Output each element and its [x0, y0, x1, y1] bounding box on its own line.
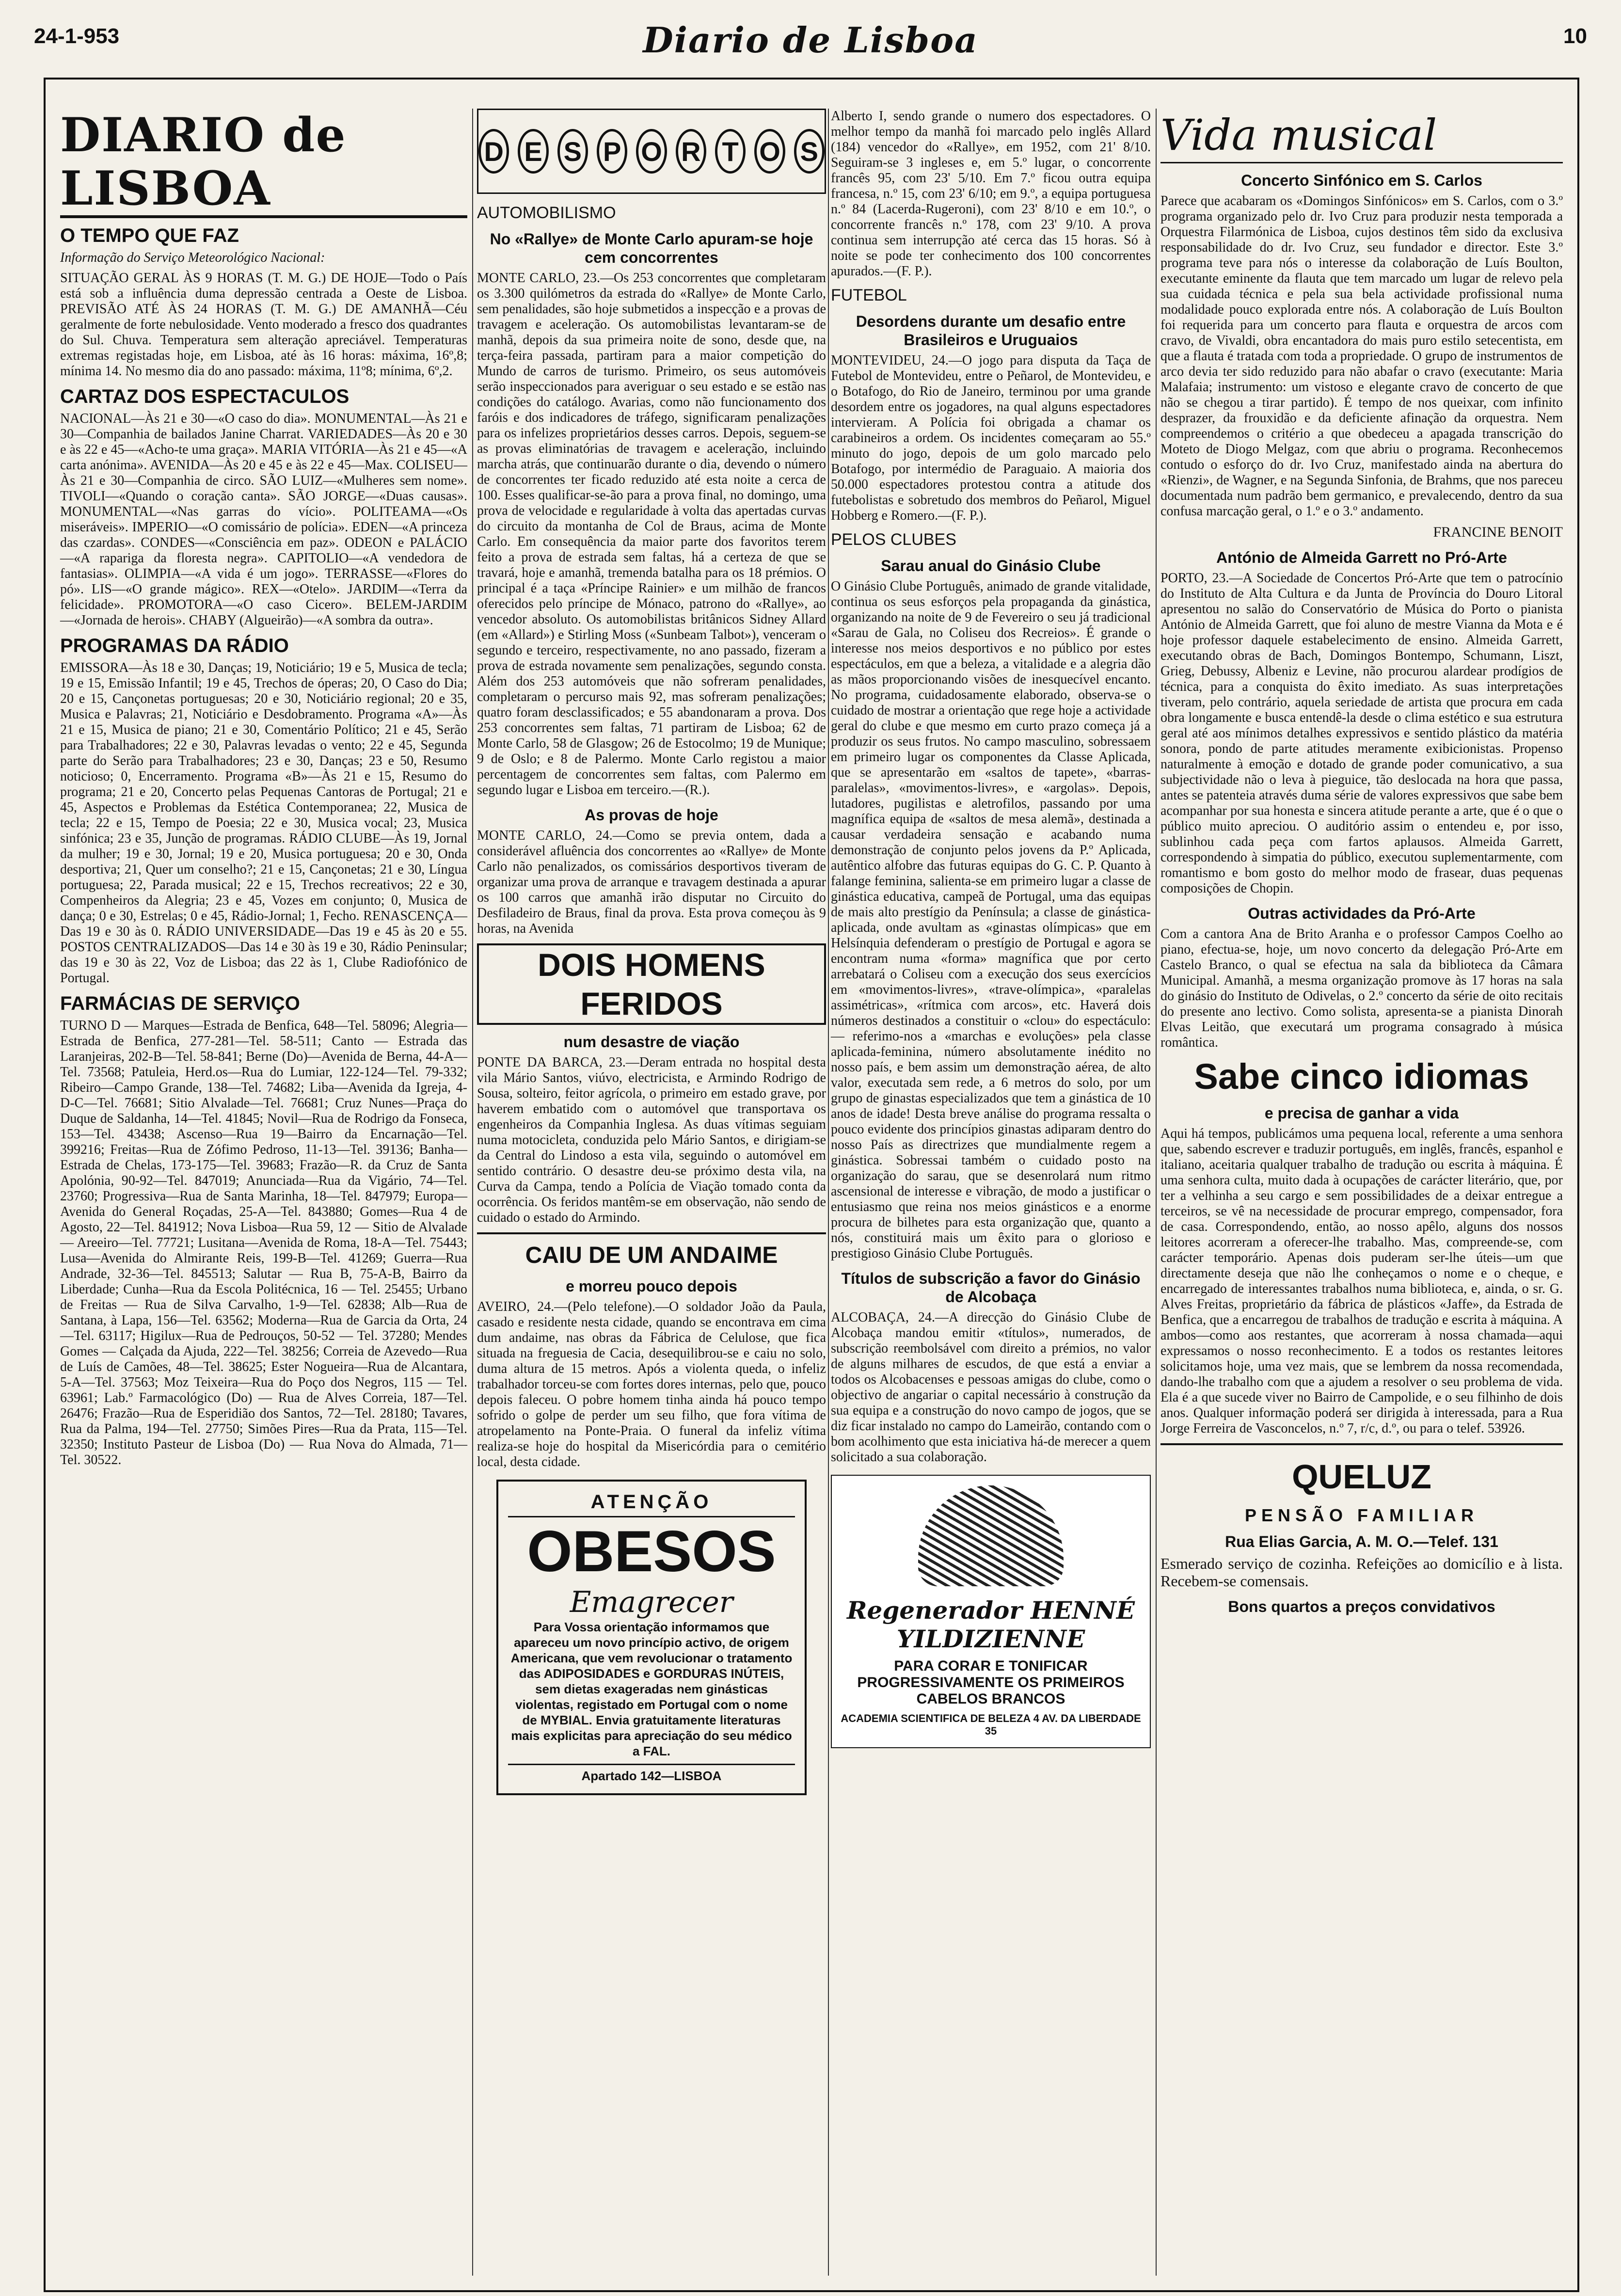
shows-text: NACIONAL—Às 21 e 30—«O caso do dia». MONUMENTAL—Às 21 e 30—Companhia de bailados Janine Charrat. VARIEDADES—Às 20 e 30 e às 22 e 45—«Acho-te uma graça». MARIA VITÓRIA—Às 21 e 45—«A carta anónima». AVENIDA—Às 20 e 45 e às 22 e 45—Max. COLISEU—Às 21 e 30—Companhia de circo. SÃO LUIZ—«Mulheres sem nome». TIVOLI—«Quando o coração canta». SÃO JORGE—«Duas causas». MONUMENTAL—«Nas garras do vício». POLITEAMA—«Os miseráveis». IMPERIO—«O comissário de polícia». EDEN—«A princeza das czardas». CONDES—«Consciência em paz». ODEON e PALÁCIO—«A rapariga da floresta negra». CAPITOLIO—«A vendedora de fantasias». OLIMPIA—«A vida é um jogo». TERRASSE—«Flores do pó». LIS—«O grande mágico». REX—«Otelo». JARDIM—«Terra da felicidade». PROMOTORA—«O caso Cicero». BELEM-JARDIM—«Jornada de herois». CHABY (Algueirão)—«A sombra da outra».	[60, 411, 467, 628]
rallye-continued: Alberto I, sendo grande o numero dos espectadores. O melhor tempo da manhã foi marcado pelo inglês Allard (184) vencedor do «Rallye», em 1952, com 21' 8/10. Seguiram-se 3 ingleses e, em 5.º lugar, o concorrente francês 95, com 23' 5/10. Em 7.º ficou outra equipa francesa, n.º 15, com 23' 6/10; em 9.º, a equipa portuguesa n.º 84 (Lacerda-Rugeroni), com 23' 8/10 e em 10.º, o concorrente francês n.º 178, com 23' 9/10. A prova continua sem interrupção até cerca das 15 horas. Só à noite se pode ter conhecimento dos 100 concorrentes apurados.—(F. P.).	[831, 109, 1151, 279]
divider	[1160, 1443, 1563, 1445]
author-signature: FRANCINE BENOIT	[1433, 524, 1563, 540]
pharmacies-heading: FARMÁCIAS DE SERVIÇO	[60, 993, 300, 1014]
ad-address: Apartado 142—LISBOA	[508, 1764, 795, 1784]
column-4	[1160, 109, 1563, 2276]
radio-heading: PROGRAMAS DA RÁDIO	[60, 635, 289, 656]
ad-emagrecer: Emagrecer	[570, 1585, 733, 1619]
queluz-text: Esmerado serviço de cozinha. Refeições ao domicílio e à lista. Recebem-se comensais.	[1160, 1555, 1563, 1590]
banner-letter: R	[676, 129, 706, 174]
banner-letter: T	[715, 129, 746, 174]
outras-text: Com a cantora Ana de Brito Aranha e o professor Campos Coelho ao piano, efectua-se, hoje, um novo concerto da delegação Pró-Arte em Castelo Branco, o qual se efectua na sala da biblioteca da Câmara Municipal. Amanhã, a mesma organização promove às 17 horas na sala do ginásio do Instituto de Odivelas, o 2.º concerto da série de oito recitais do presente ano lectivo. Como solista, apresenta-se a pianista Dinorah Elvas Leitão, que executará um programa consagrado à música romântica.	[1160, 926, 1563, 1050]
page-header	[34, 19, 1587, 63]
section-automobilismo: AUTOMOBILISMO	[477, 204, 616, 222]
queluz-address: Rua Elias Garcia, A. M. O.—Telef. 131	[1225, 1533, 1498, 1550]
vida-musical-title: Vida musical	[1160, 109, 1563, 163]
banner-letter: E	[518, 129, 548, 174]
provas-text: MONTE CARLO, 24.—Como se previa ontem, dada a considerável afluência dos concorrentes ao «Rallye» de Monte Carlo não penalizados, os comissários desportivos tiveram de organizar uma prova de arranque e travagem destinada a apurar os 100 carros que amanhã irão disputar no Circuito do Desfiladeiro de Braus, final da prova. Esta prova começou às 9 horas, na Avenida	[477, 828, 826, 936]
feridos-subhead: num desastre de viação	[563, 1033, 740, 1051]
titulos-text: ALCOBAÇA, 24.—A direcção do Ginásio Clube de Alcobaça mandou emitir «títulos», numerados, de subscrição reembolsável com direito a prémios, no valor de alguns milhares de escudos, de que está a enviar a todos os Alcobacenses e pessoas amigas do clube, como o objectivo de angariar o capital necessário à construção da sua equipa e a construção do novo campo de jogos, que se diz ficar instalado no campo do Lameirão, contando com o bom acolhimento que esta iniciativa há-de merecer a quem solicitado a sua colaboração.	[831, 1310, 1151, 1465]
queluz-subtitle: PENSÃO FAMILIAR	[1244, 1505, 1478, 1525]
divider	[477, 1232, 826, 1234]
desordens-headline: Desordens durante um desafio entre Brasileiros e Uruguaios	[856, 313, 1126, 349]
feridos-text: PONTE DA BARCA, 23.—Deram entrada no hospital desta vila Mário Santos, viúvo, electricista, e Armindo Rodrigo de Sousa, solteiro, feitor agrícola, o primeiro em estado grave, por haverem embatido com o automóvel que transportava os engenheiros da Companhia Inglesa. As duas vítimas seguiam numa motocicleta, conduzida pelo Mário Santos, e dirigiam-se da Central do Lindoso a esta vila, seguindo o automóvel em sentido contrário. O desastre deu-se próximo desta vila, na Curva da Campa, tendo a Polícia de Viação tomado conta da ocorrência. Os feridos mantêm-se em observação, não sendo de cuidado o estado do Armindo.	[477, 1055, 826, 1225]
page-date: 24-1-953	[34, 24, 120, 48]
banner-letter: S	[557, 129, 588, 174]
page-frame	[44, 78, 1579, 2292]
section-futebol: FUTEBOL	[831, 286, 907, 304]
banner-letter: D	[478, 129, 509, 174]
paper-logo: DIARIO de LISBOA	[60, 109, 467, 218]
idiomas-text: Aqui há tempos, publicámos uma pequena local, referente a uma senhora que, sabendo escrever e traduzir português, em inglês, francês, espanhol e italiano, aceitaria qualquer trabalho de tradução ou escrita à máquina. É uma senhora culta, muito dada à ocupações de carácter literário, que, por ter a velhinha a seu cargo e sem possibilidades de a deixar entregue a terceiros, se vê na necessidade de procurar emprego, compensador, fora de casa. Correspondendo, então, ao nosso apêlo, alguns dos nossos leitores acorreram a oferecer-lhe trabalho. Mas, compreende-se, com carácter temporário. Apenas dois puderam ser-lhe úteis—um que directamente deseja que não lhe conheçamos o nome e o cheque, e encarregado de interessantes trabalhos numa biblioteca, e, ainda, o sr. G. Alves Freitas, proprietário da fábrica de plásticos «Jaffe», da Estrada de Benfica, que a encarregou de trabalhos de tradução e escrita à máquina. A ambos—como aos restantes, que acorreram à nossa chamada—aqui expressamos o nosso reconhecimento. E a todos os restantes leitores solicitamos hoje, uma vez mais, que se lembrem da nossa recomendada, dando-lhe trabalho com que a ajudem a resolver o seu problema de vida. Ela é a que sucede viver no Bairro de Campolide, e o seu filhinho de dois anos. Qualquer informação poderá ser dirigida à interessada, para a Rua Jorge Ferreira de Vasconcelos, n.º 7, r/c, d.º, ou para o telef. 53926.	[1160, 1126, 1563, 1436]
banner-letter: O	[636, 129, 667, 174]
weather-text: SITUAÇÃO GERAL ÀS 9 HORAS (T. M. G.) DE HOJE—Todo o País está sob a influência duma depressão centrada a Oeste de Lisboa. PREVISÃO ATÉ ÀS 24 HORAS (T. M. G.) DE AMANHÃ—Céu geralmente de forte nebulosidade. Vento moderado a fresco dos quadrantes do Sul. Chuva. Temperatura sem alteração apreciável. Temperaturas extremas registadas hoje, em Lisboa, até às 16 horas: máxima, 16º,8; mínima 14. No mesmo dia do ano passado: máxima, 11º8; mínima, 6º,2.	[60, 271, 467, 379]
garrett-headline: António de Almeida Garrett no Pró-Arte	[1216, 549, 1507, 566]
radio-text: EMISSORA—Às 18 e 30, Danças; 19, Noticiário; 19 e 5, Musica de tecla; 19 e 15, Emissão Infantil; 19 e 45, Trechos de óperas; 20, O Caso do Dia; 20 e 15, Cançonetas portuguesas; 20 e 30, Noticiário regional; 20 e 35, Musica e Palavras; 21, Noticiário e Desdobramento. Programa «A»—Às 21 e 15, Musica de piano; 21 e 30, Comentário Político; 21 e 45, Serão para Trabalhadores; 22 e 30, Palavras levadas o vento; 22 e 45, Segunda parte do Serão para Trabalhadores; 23 e 30, Danças; 23 e 50, Resumo noticioso; 0, Encerramento. Programa «B»—Às 21 e 15, Resumo do programa; 21 e 20, Concerto pelas Pequenas Cantoras de Portugal; 21 e 45, Aspectos e Problemas da Estética Contemporanea; 22, Musica de tecla; 22 e 15, Tempo de Poesia; 22 e 30, Musica vocal; 23, Musica sinfónica; 23 e 35, Junção de programas. RÁDIO CLUBE—Às 19, Jornal da mulher; 19 e 30, Jornal; 19 e 20, Musica portuguesa; 20 e 30, Onda desportiva; 21, Quer um conselho?; 21 e 15, Cançonetas; 21 e 30, Língua portuguesa; 22, Parada musical; 22 e 15, Trechos recreativos; 22 e 30, Compenheiros da Alegria; 23 e 45, Vozes em conjunto; 0, Musica de dança; 0 e 30, Estrelas; 0 e 45, Rádio-Jornal; 1, Fecho. RENASCENÇA—Das 19 e 30 às 0. RÁDIO UNIVERSIDADE—Das 19 e 45 às 20 e 55. POSTOS CENTRALIZADOS—Das 14 e 30 às 19 e 30, Rádio Peninsular; das 19 e 30 às 22, Voz de Lisboa; das 22 às 1, Clube Radiofónico de Portugal.	[60, 660, 467, 986]
titulos-headline: Títulos de subscrição a favor do Ginásio de Alcobaça	[841, 1270, 1141, 1306]
andaime-headline: CAIU DE UM ANDAIME	[525, 1243, 778, 1268]
column-rule	[1156, 109, 1157, 2276]
garrett-text: PORTO, 23.—A Sociedade de Concertos Pró-Arte que tem o patrocínio do Instituto de Alta Cultura e da Junta de Província do Douro Litoral apresentou no salão do Conservatório de Música do Porto o pianista António de Almeida Garrett, que foi aluno de mestre Vianna da Mota e é hoje professor daquele estabelecimento de ensino. Almeida Garrett, executando obras de Bach, Domingos Bontempo, Schumann, Liszt, Grieg, Debussy, Albeniz e Levine, não procurou alardear prodígios de técnica, para a conquista do êxito imediato. As suas interpretações tiveram, pelo contrário, aquela seriedade de artista que procura em cada obra longamente e busca entendê-la desde o clima estético e sua estrutura geral até aos mínimos detalhes expressivos e sentido plástico da matéria sonora, pondo de parte atitudes meramente exibicionistas. Propenso naturalmente à emoção e dotado de grande poder comunicativo, a sua subjectividade não o leva à pieguice, tão deslocada na hora que passa, antes se patenteia através duma série de valores expressivos que sabe bem acompanhar por sua honesta e sincera atitude perante a arte, que é o que o público muito apreciou. O auditório assim o entendeu e, por isso, sublinhou cada peça com fartos aplausos. Almeida Garrett, correspondendo à simpatia do público, executou suplementarmente, com romantismo e bom gosto do melhor modo de frasear, duas pequenas composições de Chopin.	[1160, 571, 1563, 896]
sarau-text: O Ginásio Clube Português, animado de grande vitalidade, continua os seus esforços pela propaganda da ginástica, organizando na noite de 9 de Fevereiro o seu já tradicional «Sarau de Gala, no Coliseu dos Recreios». É grande o interesse nos meios desportivos e no público por estes espectáculos, em que a beleza, a vitalidade e a alegria dão as mãos proporcionando visões de inesquecível encanto. No programa, cuidadosamente elaborado, observa-se o cuidado de mostrar a orientação que rege hoje a actividade geral do clube e que mesmo em curto prazo começa já a produzir os seus frutos. No campo masculino, sobressaem em primeiro lugar os componentes da Classe Aplicada, que se apresentarão em «saltos de tapete», «barras-paralelas», «movimentos-livres», e «argolas». Depois, lutadores, pugilistas e aletrofilos, passando por uma magnífica equipa de «saltos de mesa alemã», destinada a causar verdadeira sensação e acabando numa demonstração de conjunto pelos jovens da P.º Aplicada, autêntico alfobre das futuras equipas do G. C. P. Quanto à falange feminina, salienta-se em primeiro lugar a classe de ginástica educativa, campeã de Portugal, uma das equipas de mais alto prestígio da Península; a classe de ginástica-aplicada, onde avultam as «ginastas olímpicas» que em Helsínquia defenderam o prestígio de Portugal e agora se encontram numa «forma» magnífica que por certo arrebatará o Coliseu com a execução dos seus exercícios em «movimentos-livres», «trave-olímpica», «paralelas assimétricas», «rítmica com arcos», etc. Haverá dois números destinados a constituir o «clou» do espectáculo: — referimo-nos a «marchas e evoluções» pela classe aplicada-feminina, número absolutamente inédito no nosso país, e bem assim um demonstração aérea, de alto valor, executada sem rede, a 6 metros do solo, por um grupo de ginastas especializados que tem a ginástica de 10 anos de idade! Desta breve análise do programa ressalta o pouco evidente dos princípios ginastas adiparam dentro do nosso País as directrizes que mundialmente regem a ginástica. Sobressai também o cuidado posto na organização do sarau, que se desenrolará num ritmo ascensional de interesse e vibração, de modo a justificar o entusiasmo que reina nos meios ginásticos e a enorme procura de bilhetes para esta organização que, quanto a nós, constituirá mais um êxito para o glorioso e prestigioso Ginásio Clube Português.	[831, 579, 1151, 1261]
ad-obesos: OBESOS	[527, 1519, 776, 1584]
column-3	[831, 109, 1151, 2276]
sarau-headline: Sarau anual do Ginásio Clube	[881, 557, 1101, 574]
column-rule	[828, 109, 829, 2276]
woman-hair-illustration	[918, 1485, 1064, 1586]
weather-heading: O TEMPO QUE FAZ	[60, 225, 239, 246]
queluz-title: QUELUZ	[1292, 1458, 1431, 1496]
henne-ad	[831, 1475, 1151, 1748]
page-number: 10	[1563, 24, 1587, 48]
ad-brand: Regenerador HENNÉ YILDIZIENNE	[847, 1596, 1135, 1653]
banner-letter: O	[754, 129, 785, 174]
weather-intro: Informação do Serviço Meteorológico Nacional:	[60, 250, 325, 265]
provas-headline: As provas de hoje	[585, 806, 718, 824]
column-1	[60, 109, 467, 2276]
ad-tagline: PARA CORAR E TONIFICAR PROGRESSIVAMENTE OS PRIMEIROS CABELOS BRANCOS	[857, 1658, 1125, 1707]
andaime-subhead: e morreu pouco depois	[566, 1277, 737, 1295]
column-2	[477, 109, 826, 2276]
pharmacies-text: TURNO D — Marques—Estrada de Benfica, 648—Tel. 58096; Alegria—Estrada de Benfica, 277-281—Tel. 58-511; Canto — Estrada das Laranjeiras, 202-B—Tel. 58-841; Berne (Do)—Avenida de Berna, 44-A—Tel. 73568; Patuleia, Herd.os—Rua do Lumiar, 122-124—Tel. 79-332; Ribeiro—Campo Grande, 138—Tel. 74682; Liba—Avenida da Igreja, 4-D-C—Tel. 76681; Sitio Alvalade—Tel. 76681; Cruz Nunes—Praça do Duque de Saldanha, 14—Tel. 41845; Novil—Rua de Rodrigo da Fonseca, 153—Tel. 43438; Ascenso—Rua 19—Bairro da Encarnação—Tel. 399216; Freitas—Rua de Zófimo Pedroso, 11-13—Tel. 39136; Banha—Estrada de Chelas, 173-175—Tel. 39683; Frazão—R. da Cruz de Santa Apolónia, 90-92—Tel. 847019; Anunciada—Rua da Vigário, 74—Tel. 23760; Progressiva—Rua de Santa Marinha, 18—Tel. 847979; Europa—Avenida do General Roçadas, 25-A—Tel. 843880; Gomes—Rua 4 de Agosto, 22—Tel. 841912; Nova Lisboa—Rua 59, 12 — Sitio de Alvalade — Areeiro—Tel. 77721; Lusitana—Avenida de Roma, 18-A—Tel. 75443; Lusa—Avenida do Almirante Reis, 199-B—Tel. 41269; Guerra—Rua Andrade, 32-36—Tel. 845513; Salutar — Rua B, 75-A-B, Bairro da Liberdade; Cunha—Rua da Escola Politécnica, 16 — Tel. 25455; Urbano de Freitas — Rua de Silva Carvalho, 1-9—Tel. 62838; Alb—Rua de Santana, à Lapa, 156—Tel. 63562; Moderna—Rua de Garcia da Orta, 24—Tel. 63117; Higilux—Rua de Pedrouços, 50-52 — Tel. 37280; Mendes Gomes — Calçada da Ajuda, 222—Tel. 38256; Correia de Azevedo—Rua de Luís de Camões, 48—Tel. 38625; Ester Nogueira—Rua de Alcantara, 5-A—Tel. 37563; Moz Teixeira—Rua do Poço dos Negros, 115 — Tel. 63961; Lab.º Farmacológico (Do) — Rua de Alves Correia, 187—Tel. 26476; Frazão—Rua de Esperidião dos Santos, 72—Tel. 28180; Tavares, Rua da Palma, 194—Tel. 27750; Simões Pires—Rua da Prata, 115—Tel. 32350; Instituto Pasteur de Lisboa (Do) — Rua Nova do Almada, 71—Tel. 30522.	[60, 1018, 467, 1467]
rallye-text: MONTE CARLO, 23.—Os 253 concorrentes que completaram os 3.300 quilómetros da estrada do «Rallye» de Monte Carlo, sem penalidades, são hoje submetidos a inspecção e a provas de travagem e aceleração. Os automobilistas levantaram-se de manhã, depois da sua primeira noite de sono, desde que, na terça-feira passada, partiram para a maior competição do Mundo de carros de turismo. Primeiro, os seus automóveis serão inspeccionados para averiguar o seu estado e se estão nas condições do catálogo. Avarias, como não funcionamento dos faróis e dos indicadores de tráfego, significaram penalizações para os infelizes proprietários desses carros. Depois, seguem-se as provas eliminatórias de travagem e aceleração, incluindo marcha atrás, que continuarão durante o dia, devendo o número de concorrentes ter ficado reduzido até esta noite a cerca de 100. Esses qualificar-se-ão para a prova final, no domingo, uma prova de velocidade e regularidade à volta das apertadas curvas do circuito da montanha de Col de Braus, acima de Monte Carlo. Em consequência da maior parte dos favoritos terem feito a prova de estrada sem faltas, há a certeza de que se travará, hoje e amanhã, tremenda batalha para os 18 prémios. O principal é a taça «Príncipe Rainier» e um milhão de francos oferecidos pelo príncipe de Mónaco, patrono do «Rallye», ao vencedor absoluto. Os automobilistas britânicos Sidney Allard (em «Allard») e Stirling Moss («Sunbeam Talbot»), venceram o segundo e terceiro, respectivamente, no ano passado, fizeram a prova de estrada novamente sem penalizações, segundo consta. Além dos 253 automóveis que não sofreram penalidades, completaram o percurso mais 92, mas sofreram penalizações; quatro foram desclassificados; e 55 abandonaram a prova. Dos 253 concorrentes sem faltas, 71 partiram de Lisboa; 62 de Monte Carlo, 58 de Glasgow; 26 de Estocolmo; 19 de Munique; 9 de Oslo; e 8 de Palermo. Monte Carlo registou a maior percentagem de concorrentes sem faltas, com Palermo em segundo lugar e Lisboa em terceiro.—(R.).	[477, 271, 826, 797]
desordens-text: MONTEVIDEU, 24.—O jogo para disputa da Taça de Futebol de Montevideu, entre o Peñarol, de Montevideu, e o Botafogo, do Rio de Janeiro, terminou por uma grande desordem entre os jogadores, na qual alguns espectadores intervieram. A Polícia foi obrigada a chamar os carabineiros a ordem. Os incidentes começaram ao 55.º minuto do jogo, depois de um golo marcado pelo Botafogo, por intermédio de Paraguaio. A maioria dos 50.000 espectadores protestou contra a atitude dos futebolistas e sobretudo dos membros do Peñarol, Miguel Hobberg e Romero.—(F. P.).	[831, 353, 1151, 523]
idiomas-subhead: e precisa de ganhar a vida	[1264, 1104, 1459, 1122]
idiomas-headline: Sabe cinco idiomas	[1194, 1056, 1529, 1097]
masthead: Diario de Lisboa	[643, 19, 978, 61]
andaime-text: AVEIRO, 24.—(Pelo telefone).—O soldador João da Paula, casado e residente nesta cidade, quando se encontrava em cima dum andaime, nas obras da Fábrica de Celulose, que fica situada na freguesia de Cacia, desequilibrou-se e caiu no solo, duma altura de 15 metros. Após a violenta queda, o infeliz trabalhador torceu-se com fortes dores internas, pelo que, pouco depois faleceu. O pobre homem tinha ainda há pouco tempo sofrido o golpe de perder um seu filho, que fora vítima de atropelamento na Ponte-Praia. O funeral da infeliz vítima realiza-se hoje do hospital da Misericórdia para o cemitério local, desta cidade.	[477, 1299, 826, 1469]
banner-letter: S	[794, 129, 825, 174]
shows-heading: CARTAZ DOS ESPECTACULOS	[60, 386, 350, 407]
concerto-headline: Concerto Sinfónico em S. Carlos	[1241, 172, 1482, 189]
concerto-text: Parece que acabaram os «Domingos Sinfónicos» em S. Carlos, com o 3.º programa organizado pelo dr. Ivo Cruz para produzir nesta temporada a Orquestra Filarmónica de Lisboa, cujos destinos têm sido da exclusiva responsabilidade do dr. Ivo Cruz, seu fundador e director. Este 3.º programa teve para nós o interesse da colaboração de Luís Boulton, executante eminente da flauta que tem marcado um lugar de relevo pela sua cuidada técnica e pela sua bela actividade profissional numa modalidade pouco explorada entre nós. A colaboração de Luís Boulton foi requerida para um concerto para flauta e orquestra de arcos com cravo, de Vivaldi, obra encantadora do mais puro estilo setecentista, em que a flauta é tratada com toda a propriedade. O grupo de instrumentos de arco devia ter sido reduzido para não abafar o cravo (executante: Maria Malafaia; instrumento: um vistoso e elegante cravo de concerto de que não se chegou a tirar partido). É tempo de nos queixar, com infinito desprazer, da frouxidão e da deficiente afinação da orquestra. Nem compreendemos o critério a que obedeceu a apagada transcrição do Moteto de Diogo Melgaz, com que abriu o programa. Reconhecemos contudo o esforço do dr. Ivo Cruz, manifestado ainda na abertura do «Rienzi», de Wagner, e na Segunda Sinfonia, de Brahms, que nos pareceu documentada num padrão bem germanico, e prevalecendo, dentro da sua confusa marcação geral, o 1.º e o 3.º andamento.	[1160, 193, 1563, 519]
obesos-ad	[496, 1480, 807, 1795]
ad-text: Para Vossa orientação informamos que apareceu um novo princípio activo, de origem Americana, que vem revolucionar o tratamento das ADIPOSIDADES e GORDURAS INÚTEIS, sem dietas exageradas nem ginásticas violentas, registado em Portugal com o nome de MYBIAL. Envia gratuitamente literaturas mais explicitas para apreciação do seu médico a FAL.	[510, 1620, 793, 1758]
banner-letter: P	[597, 129, 627, 174]
outras-headline: Outras actividades da Pró-Arte	[1248, 905, 1476, 922]
desportos-banner	[477, 109, 826, 194]
rallye-headline: No «Rallye» de Monte Carlo apuram-se hoje cem concorrentes	[490, 230, 813, 266]
queluz-rooms: Bons quartos a preços convidativos	[1228, 1598, 1495, 1615]
column-rule	[472, 109, 473, 2276]
feridos-headline: DOIS HOMENS FERIDOS	[477, 943, 826, 1025]
section-clubes: PELOS CLUBES	[831, 530, 956, 549]
ad-atencao: ATENÇÃO	[508, 1491, 795, 1517]
ad-address: ACADEMIA SCIENTIFICA DE BELEZA 4 AV. DA LIBERDADE 35	[841, 1712, 1141, 1737]
